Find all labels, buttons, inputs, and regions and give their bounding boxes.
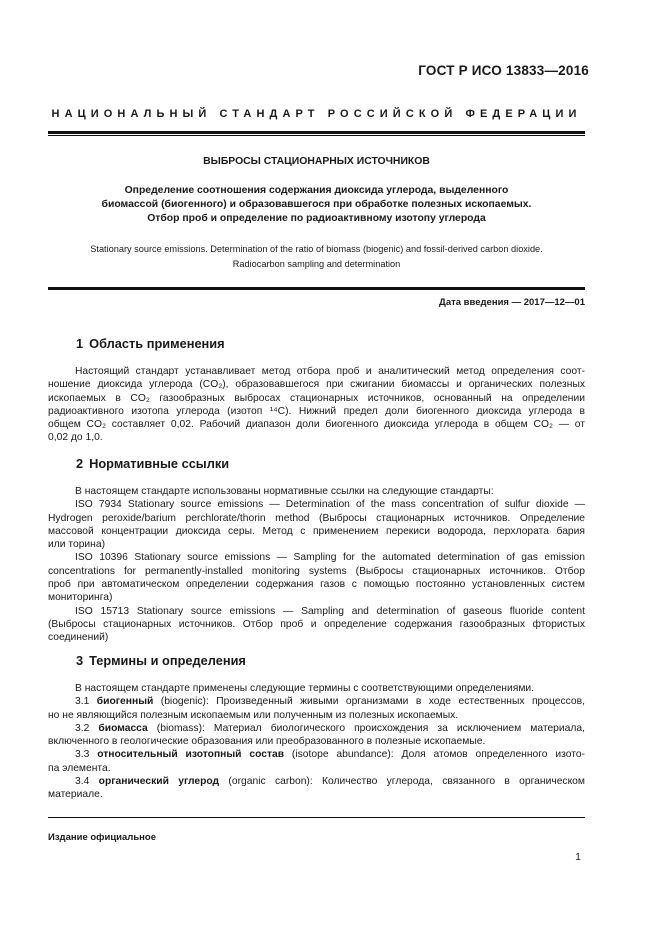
text-line: Настоящий стандарт устанавливает метод отбора проб и аналитический метод определения соот- (75, 366, 585, 377)
section-number: 3 (76, 653, 84, 668)
text-line: ношение диоксида углерода (CO₂), образовавшегося при сжигании биомассы и органических полезных (48, 379, 585, 391)
term-line: но не являющийся полезным ископаемым или полученным из полезных ископаемых. (48, 709, 459, 721)
header-rule-thin (48, 135, 585, 136)
text-line: В настоящем стандарте использованы нормативные ссылки на следующие стандарты: (75, 486, 494, 497)
national-standard-banner: НАЦИОНАЛЬНЫЙ СТАНДАРТ РОССИЙСКОЙ ФЕДЕРАЦИИ (51, 108, 582, 120)
term-line: 3.3 относительный изотопный состав (isotope abundance): Доля атомов определенного изото- (75, 749, 585, 761)
section-2-body (48, 485, 585, 645)
reference-line: проб при автоматическом определении содержания газов с помощью постоянно установленных систем (48, 579, 585, 591)
term-line: 3.2 биомасса (biomass): Материал биологического происхождения за исключением материала, (75, 722, 585, 734)
term-line: па элемента. (48, 762, 111, 774)
section-number: 2 (76, 456, 84, 471)
section-title: Термины и определения (89, 653, 246, 668)
text-line: 0,02 до 1,0. (48, 432, 103, 444)
title-rule-thick (48, 287, 585, 290)
reference-line: ISO 7934 Stationary source emissions — Determination of the mass concentration of sulfur dioxide — (75, 499, 585, 511)
section-1-body (48, 365, 585, 445)
section-title: Нормативные ссылки (89, 456, 230, 471)
reference-line: соединений) (48, 632, 109, 644)
english-title-line: Stationary source emissions. Determination of the ratio of biomass (biogenic) and fossil-derived carbon dioxide. (90, 244, 543, 254)
term-name: биомасса (98, 722, 148, 734)
document-subtitle (60, 184, 573, 227)
section-1-heading (76, 336, 225, 351)
term-line: 3.1 биогенный (biogenic): Произведенный живыми организмами в ходе естественных процессов, (75, 696, 585, 708)
reference-line: ISO 10396 Stationary source emissions — Sampling for the automated determination of gas emission (75, 552, 585, 564)
reference-line: или торина) (48, 539, 106, 551)
text-line: В настоящем стандарте применены следующие термины с соответствующими определениями. (75, 683, 535, 694)
term-name: органический углерод (98, 776, 220, 788)
header-rule-thick (48, 131, 585, 134)
text-line: радиоактивного изотопа углерода (изотоп ¹⁴C). Нижний предел доли биогенного диоксида углерода в (48, 405, 585, 417)
text-line: общем CO₂ составляет 0,02. Рабочий диапазон доли биогенного диоксида углерода в общем CO₂ — от (48, 419, 585, 431)
reference-line: (Выбросы стационарных источников. Отбор проб и определение содержания газообразных фтористых (48, 618, 585, 630)
edition-note: Издание официальное (48, 832, 156, 843)
term-line: включенного в геологические образования или преобразованного в полезные ископаемые. (48, 736, 486, 748)
reference-line: мониторинга) (48, 592, 113, 604)
term-line: материале. (48, 789, 103, 801)
reference-line: массовой концентрации диоксида серы. Метод с применением перекиси водорода, перхлората бария (48, 525, 585, 537)
document-main-title: ВЫБРОСЫ СТАЦИОНАРНЫХ ИСТОЧНИКОВ (203, 156, 430, 167)
reference-line: ISO 15713 Stationary source emissions — Sampling and determination of gaseous fluoride content (75, 605, 585, 617)
section-3-body (48, 682, 585, 802)
section-3-heading (76, 653, 246, 668)
text-line: ископаемых в CO₂ газообразных выбросах стационарных источников, основанный на определении (48, 392, 585, 404)
english-title (60, 242, 573, 271)
subtitle-line: биомассой (биогенного) и образовавшегося при обработке полезных ископаемых. (101, 199, 532, 211)
page-number: 1 (575, 851, 581, 863)
subtitle-line: Определение соотношения содержания диоксида углерода, выделенного (124, 185, 509, 196)
standard-code: ГОСТ Р ИСО 13833—2016 (418, 63, 589, 78)
effective-date: Дата введения — 2017—12—01 (439, 297, 585, 308)
subtitle-line: Отбор проб и определение по радиоактивному изотопу углерода (147, 213, 486, 225)
term-name: биогенный (96, 696, 154, 708)
reference-line: concentrations for permanently-installed monitoring systems (Выбросы стационарных источников. Отбор (48, 565, 585, 577)
section-number: 1 (76, 336, 84, 351)
section-title: Область применения (89, 336, 225, 351)
footer-rule (48, 817, 585, 818)
english-title-line: Radiocarbon sampling and determination (232, 258, 401, 269)
reference-line: Hydrogen peroxide/barium perchlorate/thorin method (Выбросы стационарных источников. Определение (48, 512, 585, 524)
section-2-heading (76, 456, 229, 471)
term-line: 3.4 органический углерод (organic carbon): Количество углерода, связанного в органическом (75, 776, 585, 788)
term-name: относительный изотопный состав (97, 749, 285, 761)
